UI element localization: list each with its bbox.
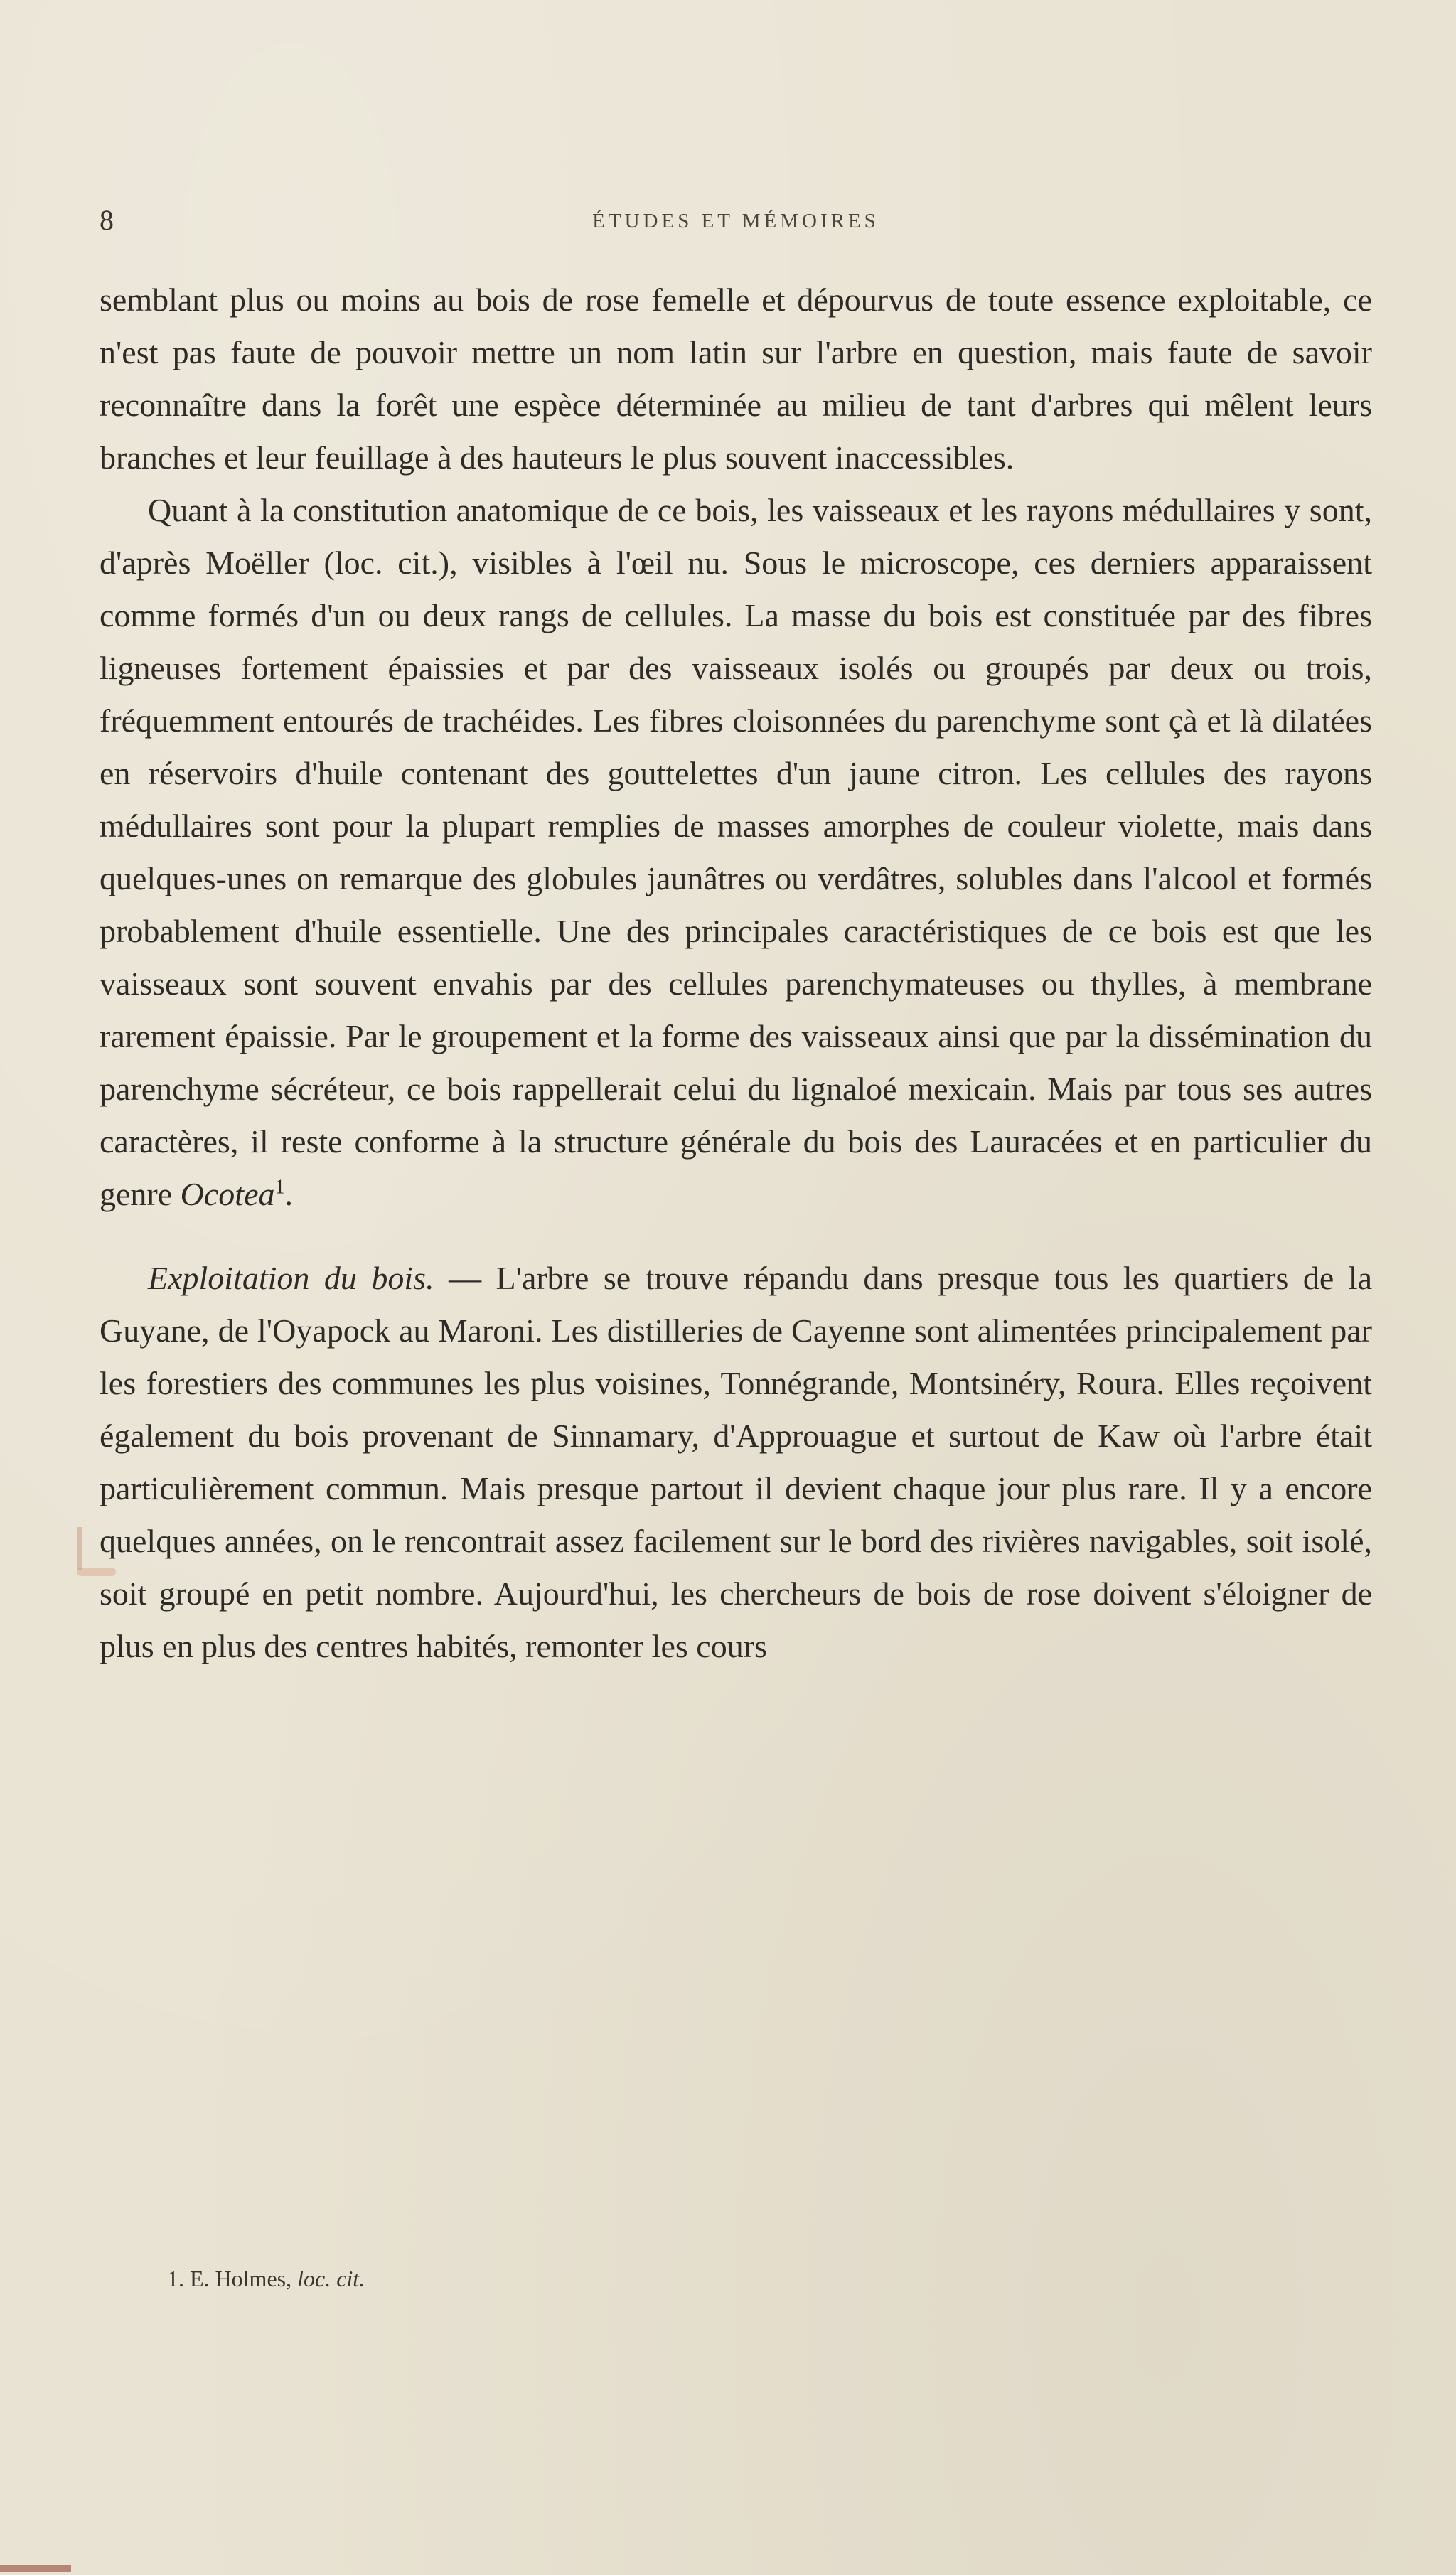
paragraph-continuation: semblant plus ou moins au bois de rose femelle et dépourvus de toute essence exploitable, ce n'est pas faute de pouvoir mettre un nom latin sur l'arbre en question, mais faute de savoir reconnaître dans la forêt une espèce déterminée au milieu de tant d'arbres qui mêlent leurs branches et leur feuillage à des hauteurs le plus souvent inaccessibles. bbox=[100, 282, 1372, 476]
section-title: Exploitation du bois. bbox=[148, 1260, 434, 1296]
running-title: ÉTUDES ET MÉMOIRES bbox=[592, 210, 879, 232]
margin-pencil-mark bbox=[77, 1527, 82, 1570]
footnote-author: E. Holmes, bbox=[190, 2266, 292, 2291]
paragraph-anatomy-end: . bbox=[284, 1176, 293, 1212]
genus-name: Ocotea bbox=[180, 1176, 275, 1212]
edge-stain bbox=[0, 2565, 71, 2572]
paragraph-anatomy bbox=[100, 484, 1372, 1221]
footnote-ref: loc. cit. bbox=[297, 2266, 365, 2291]
paragraph-exploitation-text: — L'arbre se trouve répandu dans presque tous les quartiers de la Guyane, de l'Oyapock au Maroni. Les distilleries de Cayenne sont alimentées principalement par les forestiers des communes les plus voisines, Tonnégrande, Montsinéry, Roura. Elles reçoivent également du bois provenant de Sinnamary, d'Approuague et surtout de Kaw où l'arbre était particulièrement commun. Mais presque partout il devient chaque jour plus rare. Il y a encore quelques années, on le rencontrait assez facilement sur le bord des rivières navigables, soit isolé, soit groupé en petit nombre. Aujourd'hui, les chercheurs de bois de rose doivent s'éloigner de plus en plus des centres habités, remonter les cours bbox=[100, 1260, 1372, 1664]
paragraph-exploitation bbox=[100, 1252, 1372, 1673]
footnote-reference: 1 bbox=[274, 1176, 285, 1199]
page-number: 8 bbox=[100, 204, 114, 236]
body-text bbox=[100, 274, 1372, 1673]
footnote-number: 1. bbox=[167, 2266, 184, 2291]
running-head bbox=[100, 206, 1372, 235]
footnote bbox=[167, 2264, 365, 2293]
paragraph-anatomy-text: Quant à la constitution anatomique de ce bois, les vaisseaux et les rayons médullaires y sont, d'après Moëller (loc. cit.), visibles à l'œil nu. Sous le microscope, ces derniers apparaissent comme formés d'un ou deux rangs de cellules. La masse du bois est constituée par des fibres ligneuses fortement épaissies et par des vaisseaux isolés ou groupés par deux ou trois, fréquemment entourés de trachéides. Les fibres cloisonnées du parenchyme sont çà et là dilatées en réservoirs d'huile contenant des gouttelettes d'un jaune citron. Les cellules des rayons médullaires sont pour la plupart remplies de masses amorphes de couleur violette, mais dans quelques-unes on remarque des globules jaunâtres ou verdâtres, solubles dans l'alcool et formés probablement d'huile essentielle. Une des principales caractéristiques de ce bois est que les vaisseaux sont souvent envahis par des cellules parenchymateuses ou thylles, à membrane rarement épaissie. Par le groupement et la forme des vaisseaux ainsi que par la dissémination du parenchyme sécréteur, ce bois rappellerait celui du lignaloé mexicain. Mais par tous ses autres caractères, il reste conforme à la structure générale du bois des Lauracées et en particulier du genre bbox=[100, 492, 1372, 1212]
